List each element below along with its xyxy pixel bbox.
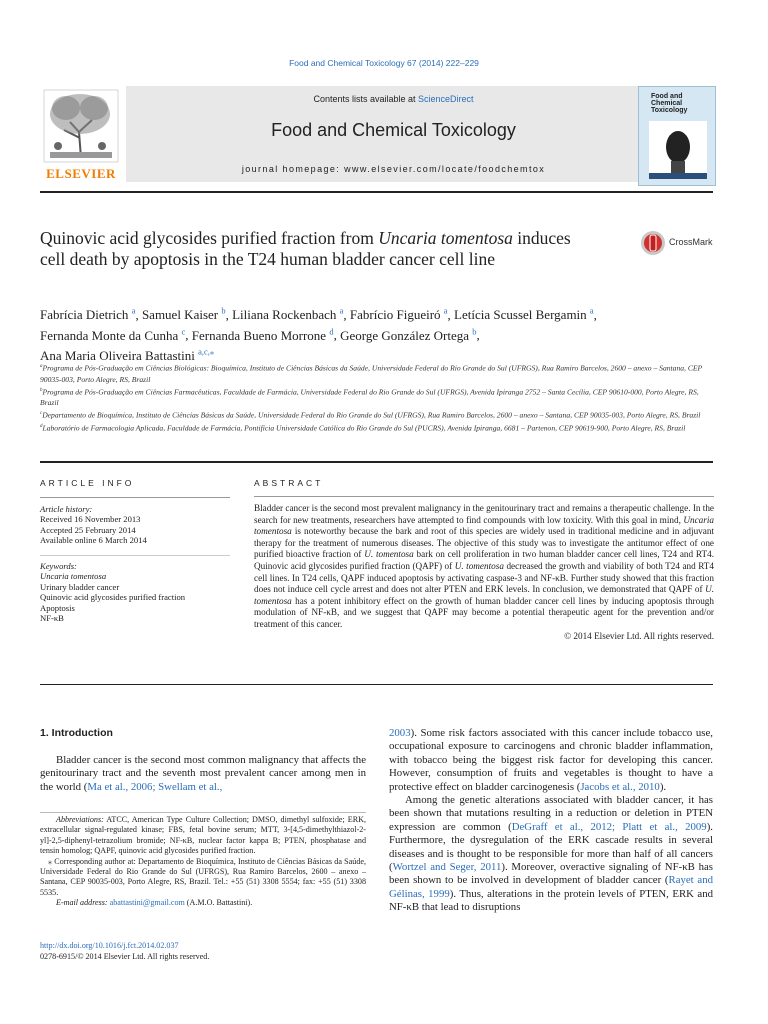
author[interactable]: Ana Maria Oliveira Battastini $^{a,c,⁎}$ [40, 346, 215, 363]
keyword: Apoptosis [40, 602, 75, 613]
author[interactable]: Liliana Rockenbach $^a$ [232, 306, 344, 323]
cover-title: Food and Chemical Toxicology [651, 93, 688, 114]
abstract-heading: ABSTRACT [254, 478, 324, 488]
masthead-divider [40, 191, 713, 193]
author[interactable]: Fernanda Monte da Cunha $^c$ [40, 326, 186, 343]
abstract-divider [40, 684, 713, 685]
affiliation: $^d$Laboratório de Farmacologia Aplicada, Faculdade de Farmácia, Pontifícia Universidade Católica do Rio Grande do Sul (PUCRS), Avenida Ipiranga, 6681 – Partenon, CEP 90619-900, Porto Alegre, RS, Brazil [40, 423, 686, 433]
history-label: Article history: [40, 503, 93, 514]
intro-paragraph: 2003). Some risk factors associated with this cancer include tobacco use, occupational exposure to carcinogens and chronic bladder inflammation, with tobacco being the biggest risk factor for developing this cancer. However, consumption of fruits and vegetables is thought to have a protective effect on bladder carcinogenesis (Jacobs et al., 2010). [389, 727, 713, 793]
received-date: Received 16 November 2013 [40, 514, 141, 524]
crossmark-badge[interactable] [640, 230, 720, 256]
author-list: Fabrícia Dietrich $^a$, Samuel Kaiser $^b$, Liliana Rockenbach $^a$, Fabrício Figueiró $^a$, Letícia Scussel Bergamin $^a$, Fernanda Monte da Cunha $^c$, Fernanda Bueno Morrone $^d$, George González Ortega $^b$, Ana Maria Oliveira Battastini $^{a,c,⁎}$ [40, 306, 597, 363]
footnotes [40, 815, 366, 909]
email-link[interactable]: abattastini@gmail.com [109, 898, 185, 908]
journal-banner [126, 86, 661, 182]
doi-link[interactable]: http://dx.doi.org/10.1016/j.fct.2014.02.037 [40, 941, 179, 950]
author[interactable]: Samuel Kaiser $^b$ [141, 306, 226, 323]
affiliation: $^a$Programa de Pós-Graduação em Ciências Biológicas: Bioquímica, Instituto de Ciências Básicas da Saúde, Universidade Federal do Rio Grande do Sul (UFRGS), Rua Ramiro Barcelos, 2600 – anexo – Santana, CEP 90035-003, Porto Alegre, RS, Brazil [40, 363, 703, 384]
journal-masthead [40, 86, 716, 186]
crossmark-label: CrossMark [669, 237, 713, 247]
sciencedirect-link[interactable]: ScienceDirect [418, 94, 474, 104]
keyword: Uncaria tomentosa [40, 571, 107, 581]
author[interactable]: Fabrício Figueiró $^a$ [349, 306, 448, 323]
keyword: Urinary bladder cancer [40, 581, 120, 592]
reference-link[interactable]: Rayet and Gélinas, 1999 [389, 874, 713, 900]
section-heading: 1. Introduction [40, 727, 113, 739]
abstract-text: Bladder cancer is the second most prevalent malignancy in the genitourinary tract and remains a therapeutic challenge. In the search for new treatments, researchers have attempted to find compounds with low toxicity. With this goal in mind, Uncaria tomentosa is noteworthy because the bark and root of this species are widely used in traditional medicine and in adjuvant therapy for the treatment of numerous diseases. The objective of this study was to investigate the antitumor effect of one purified bioactive fraction of U. tomentosa bark on cell proliferation in two human bladder cancer cell lines, T24 and RT4. Quinovic acid glycosides purified fraction (QAPF) of U. tomentosa decreased the growth and viability of both T24 and RT4 cell lines. In T24 cells, QAPF induced apoptosis by activating caspase-3 and NF-κB. Further study showed that this fraction does not induce cell cycle arrest and does not alter PTEN and ERK levels. In conclusion, we demonstrated that QAPF of U. tomentosa has a potent inhibitory effect on the growth of human bladder cancer cell lines by inducing apoptosis through modulation of NF-κB, and we suggest that QAPF may become a potential therapeutic agent for the prevention and/or treatment of this cancer. [254, 503, 715, 629]
keyword: Quinovic acid glycosides purified fraction [40, 592, 186, 602]
intro-paragraph: Among the genetic alterations associated with bladder cancer, it has been shown that mutations resulting in a reduction or deletion in PTEN expression are common (DeGraff et al., 2012; Platt et al., 2009). Furthermore, the dysregulation of the ERK cascade results in several diseases and is thought to be responsible for more than half of all cancers (Wortzel and Seger, 2011). Moreover, overactive signaling of NF-κB has been shown to be involved in development of bladder cancer (Rayet and Gélinas, 1999). Thus, alterations in the protein levels of PTEN, ERK and NF-κB that lead to disruptions [389, 794, 713, 914]
journal-homepage: journal homepage: www.elsevier.com/locate/foodchemtox [241, 164, 546, 174]
journal-cover-thumbnail[interactable] [638, 86, 716, 186]
abbreviations-note: Abbreviations: ATCC, American Type Culture Collection; DMSO, dimethyl sulfoxide; ERK, extracellular signal-regulated kinase; FBS, fetal bovine serum; MTT, 3-[4,5-dimethylthiazol-2-yl]-2,5-diphenyl-tetrazolium bromide; NF-κB, nuclear factor kappa B; PTEN, phosphatase and tensin homolog; QAPF, quinovic acid glycosides purified fraction. [40, 815, 366, 856]
email-note: E-mail address: abattastini@gmail.com (A.M.O. Battastini). [56, 898, 253, 908]
abstract-copyright: © 2014 Elsevier Ltd. All rights reserved. [564, 630, 714, 641]
article-info [40, 478, 230, 624]
online-date: Available online 6 March 2014 [40, 535, 147, 545]
crossmark-icon [640, 230, 666, 256]
journal-citation[interactable]: Food and Chemical Toxicology 67 (2014) 222–229 [289, 58, 479, 68]
intro-right-column [389, 727, 713, 915]
keywords-label: Keywords: [40, 560, 77, 571]
article-info-heading: ARTICLE INFO [40, 478, 135, 488]
accepted-date: Accepted 25 February 2014 [40, 524, 136, 535]
affiliations [40, 361, 716, 433]
reference-link[interactable]: Ma et al., 2006; Swellam et al., [87, 780, 223, 793]
cover-figure-icon [649, 121, 707, 179]
contents-line: Contents lists available at ScienceDirect [313, 94, 474, 104]
keyword: NF-κB [40, 613, 64, 623]
reference-link[interactable]: Wortzel and Seger, 2011 [392, 861, 502, 874]
author[interactable]: Fernanda Bueno Morrone $^d$ [191, 326, 334, 343]
corresponding-author-note: ⁎ Corresponding author at: Departamento de Bioquímica, Instituto de Ciências Básicas da Saúde, Universidade Federal do Rio Grande do Sul (UFRGS), Rua Ramiro Barcelos, 2600 – anexo – Santana, CEP 90035-003, Porto Alegre, RS, Brazil. Tel.: +55 (51) 3308 5554; fax: +55 (51) 3308 5535. [40, 856, 366, 897]
issn-copyright: 0278-6915/© 2014 Elsevier Ltd. All rights reserved. [40, 952, 210, 961]
intro-left-column [40, 754, 366, 794]
affiliation: $^b$Programa de Pós-Graduação em Ciências Farmacêuticas, Faculdade de Farmácia, Universidade Federal do Rio Grande do Sul (UFRGS), Avenida Ipiranga 2752 – Santa Cecília, CEP 90610-000, Porto Alegre, RS, Brazil [40, 387, 699, 408]
reference-link[interactable]: DeGraff et al., 2012; Platt et al., 2009 [511, 820, 707, 833]
author[interactable]: Fabrícia Dietrich $^a$ [40, 306, 136, 323]
info-rule [40, 497, 230, 498]
intro-paragraph: Bladder cancer is the second most common malignancy that affects the genitourinary tract and the seventh most prevalent cancer among men in the world (Ma et al., 2006; Swellam et al., [40, 754, 366, 793]
homepage-link[interactable]: www.elsevier.com/locate/foodchemtox [344, 164, 546, 174]
abstract [254, 478, 714, 642]
reference-link[interactable]: Jacobs et al., 2010 [580, 780, 660, 793]
footnote-rule [40, 812, 366, 813]
article-title: Quinovic acid glycosides purified fraction from Uncaria tomentosa induces cell death by apoptosis in the T24 human bladder cancer cell line [40, 228, 571, 269]
abstract-rule [254, 496, 714, 497]
author[interactable]: Letícia Scussel Bergamin $^a$ [454, 306, 594, 323]
author[interactable]: George González Ortega $^b$ [340, 326, 477, 343]
publisher-name: ELSEVIER [46, 166, 116, 181]
keyword-rule [40, 555, 230, 556]
affiliation-divider [40, 461, 713, 463]
journal-title: Food and Chemical Toxicology [271, 120, 516, 140]
affiliation: $^c$Departamento de Bioquímica, Instituto de Ciências Básicas da Saúde, Universidade Federal do Rio Grande do Sul (UFRGS), Rua Ramiro Barcelos, 2600 – anexo – Santana, CEP 90035-003, Porto Alegre, RS, Brazil [40, 410, 701, 420]
reference-link[interactable]: 2003 [389, 727, 411, 739]
article-identifiers [40, 940, 366, 962]
